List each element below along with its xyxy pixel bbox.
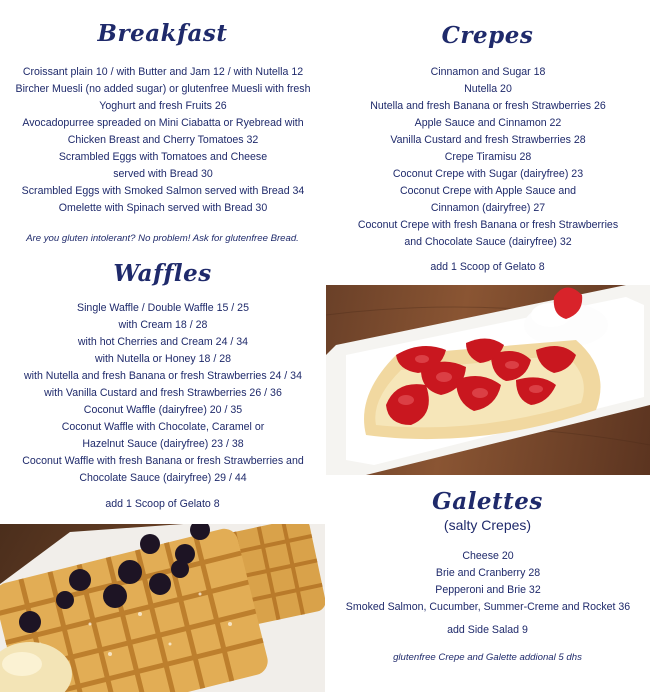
menu-item: with Cream 18 / 28 bbox=[118, 319, 208, 331]
galettes-header bbox=[325, 488, 650, 533]
menu-item: Vanilla Custard and fresh Strawberries 28 bbox=[390, 134, 586, 146]
menu-item: Avocadopurree spreaded on Mini Ciabatta or Ryebread with Chicken Breast and Cherry Tomatoes 32 bbox=[22, 117, 304, 146]
menu-item: Omelette with Spinach served with Bread 30 bbox=[58, 202, 268, 214]
menu-item: Nutella 20 bbox=[464, 83, 512, 95]
breakfast-list bbox=[8, 64, 318, 217]
crepes-gelato-addon: add 1 Scoop of Gelato 8 bbox=[430, 261, 545, 273]
menu-item: Single Waffle / Double Waffle 15 / 25 bbox=[77, 302, 249, 314]
menu-item: Bircher Muesli (no added sugar) or glutenfree Muesli with fresh Yoghurt and fresh Fruits 26 bbox=[15, 83, 311, 112]
menu-item: Cinnamon and Sugar 18 bbox=[430, 66, 546, 78]
menu-item: Crepe Tiramisu 28 bbox=[444, 151, 532, 163]
menu-item: with hot Cherries and Cream 24 / 34 bbox=[77, 336, 249, 348]
menu-item: Nutella and fresh Banana or fresh Strawberries 26 bbox=[370, 100, 606, 112]
menu-item: Coconut Waffle with Chocolate, Caramel or Hazelnut Sauce (dairyfree) 23 / 38 bbox=[61, 421, 265, 450]
menu-item: Cheese 20 bbox=[462, 550, 514, 562]
waffle-photo bbox=[0, 524, 325, 692]
menu-item: Coconut Waffle (dairyfree) 20 / 35 bbox=[83, 404, 243, 416]
menu-item: Scrambled Eggs with Smoked Salmon served with Bread 34 bbox=[21, 185, 305, 197]
breakfast-heading: Breakfast bbox=[97, 20, 228, 47]
galettes-heading: Galettes bbox=[432, 488, 543, 515]
menu-item: Smoked Salmon, Cucumber, Summer-Creme and Rocket 36 bbox=[345, 601, 631, 613]
crepe-photo bbox=[326, 285, 650, 475]
menu-item: Coconut Crepe with Apple Sauce and Cinnamon (dairyfree) 27 bbox=[399, 185, 577, 214]
crepes-list bbox=[333, 64, 643, 251]
waffles-gelato-addon: add 1 Scoop of Gelato 8 bbox=[105, 498, 220, 510]
menu-item: Coconut Crepe with Sugar (dairyfree) 23 bbox=[392, 168, 584, 180]
menu-item: Croissant plain 10 / with Butter and Jam 12 / with Nutella 12 bbox=[22, 66, 304, 78]
crepes-heading: Crepes bbox=[441, 22, 534, 49]
menu-item: Coconut Waffle with fresh Banana or fresh Strawberries and Chocolate Sauce (dairyfree) 29 / 44 bbox=[22, 455, 304, 484]
menu-item: Brie and Cranberry 28 bbox=[435, 567, 541, 579]
menu-item: Scrambled Eggs with Tomatoes and Cheese served with Bread 30 bbox=[58, 151, 268, 180]
menu-item: with Nutella and fresh Banana or fresh Strawberries 24 / 34 bbox=[24, 370, 302, 382]
menu-item: with Nutella or Honey 18 / 28 bbox=[94, 353, 232, 365]
menu-item: Apple Sauce and Cinnamon 22 bbox=[414, 117, 562, 129]
galettes-subtitle: (salty Crepes) bbox=[443, 517, 532, 533]
waffles-heading: Waffles bbox=[113, 260, 212, 287]
galettes-list bbox=[333, 548, 643, 616]
side-salad-addon: add Side Salad 9 bbox=[447, 624, 528, 636]
menu-item: Pepperoni and Brie 32 bbox=[435, 584, 541, 596]
glutenfree-surcharge-note: glutenfree Crepe and Galette addional 5 dhs bbox=[393, 652, 582, 663]
menu-item: with Vanilla Custard and fresh Strawberries 26 / 36 bbox=[44, 387, 282, 399]
menu-item: Coconut Crepe with fresh Banana or fresh Strawberries and Chocolate Sauce (dairyfree) 32 bbox=[357, 219, 619, 248]
gluten-note: Are you gluten intolerant? No problem! Ask for glutenfree Bread. bbox=[26, 233, 299, 244]
waffles-list bbox=[8, 300, 318, 487]
